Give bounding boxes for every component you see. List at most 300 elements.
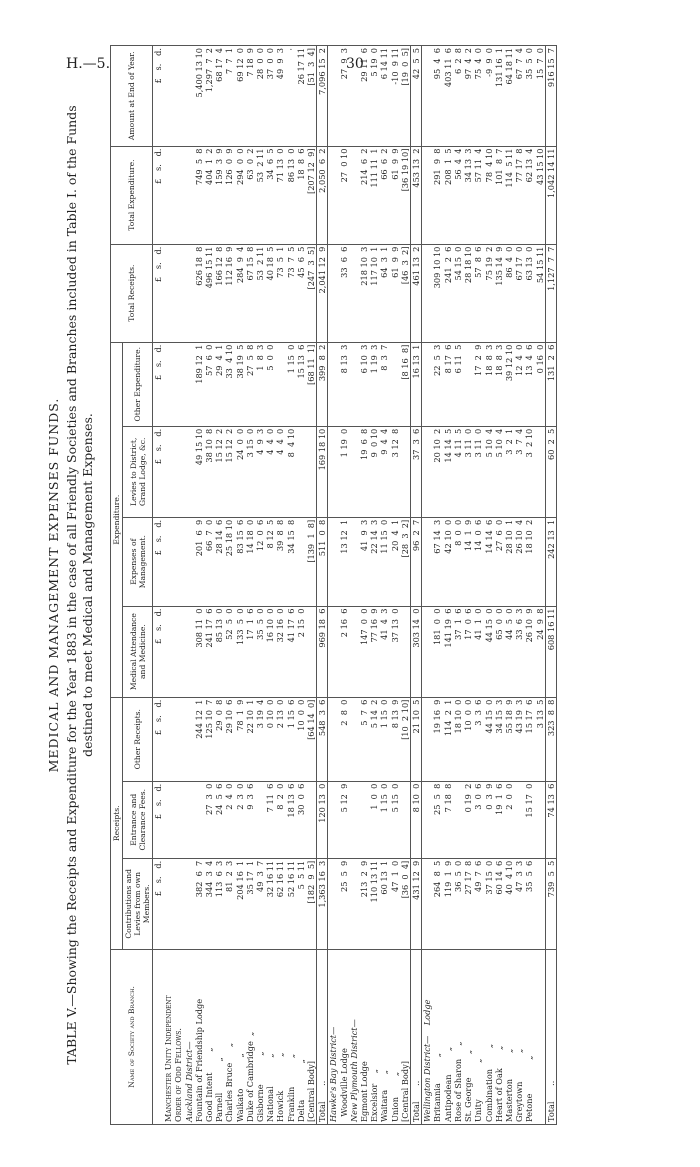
cell-a: -10 9 11 <box>390 46 400 147</box>
cell-a <box>163 46 173 147</box>
cell-te <box>328 146 339 244</box>
cell-o: 78 1 9 <box>235 697 245 781</box>
cell-g: 12 0 6 <box>255 517 265 606</box>
cell-x: 29 4 1 <box>214 342 224 426</box>
cell-o: 548 3 6 <box>317 697 328 781</box>
cell-a: 28 0 0 <box>255 46 265 147</box>
cell-tr <box>328 244 339 342</box>
cell-x <box>349 342 359 426</box>
section-row <box>422 46 433 1125</box>
cell-tr: 284 9 4 <box>235 244 245 342</box>
cell-x: 33 4 10 <box>224 342 234 426</box>
cell-l: 4 4 0 <box>265 426 275 517</box>
cell-o: 19 16 9 <box>432 697 442 781</box>
row-name: Waikato „ <box>235 949 245 1124</box>
cell-x: 1 8 3 <box>255 342 265 426</box>
cell-c: 27 17 8 <box>463 858 473 949</box>
cell-c: 47 3 3 <box>514 858 524 949</box>
cell-x: 18 8 3 <box>484 342 494 426</box>
cell-l: 3 11 0 <box>473 426 483 517</box>
cell-a <box>328 46 339 147</box>
cell-te: 56 4 4 <box>453 146 463 244</box>
row-name: [Central Body] <box>400 949 411 1124</box>
cell-x: 189 12 1 <box>194 342 204 426</box>
cell-x <box>275 342 285 426</box>
row-name: Egmont Lodge <box>359 949 369 1124</box>
cell-m: 44 5 0 <box>504 606 514 697</box>
cell-c: 264 8 5 <box>432 858 442 949</box>
cell-l: 4 4 0 <box>275 426 285 517</box>
units-cell: £ s. d. <box>153 146 164 244</box>
cell-g: 34 15 8 <box>286 517 296 606</box>
cell-e: 5 12 9 <box>339 781 349 858</box>
row-name: Combination „ <box>484 949 494 1124</box>
cell-e <box>359 781 369 858</box>
cell-te: [207 12 9] <box>306 146 317 244</box>
table-row <box>535 46 546 1125</box>
cell-c: 113 6 3 <box>214 858 224 949</box>
cell-g: 28 10 1 <box>504 517 514 606</box>
table-row <box>504 46 514 1125</box>
cell-e: 2 0 0 <box>504 781 514 858</box>
cell-o <box>422 697 433 781</box>
cell-c <box>328 858 339 949</box>
cell-o: 1 15 6 <box>286 697 296 781</box>
cell-e: 5 15 0 <box>390 781 400 858</box>
cell-c: [182 9 5] <box>306 858 317 949</box>
row-name: Manchester Unity Independent <box>163 949 173 1124</box>
table-row <box>296 46 306 1125</box>
col-total-expenditure: Total Expenditure. <box>111 146 153 244</box>
cell-o: 3 3 6 <box>473 697 483 781</box>
cell-te: 101 8 7 <box>494 146 504 244</box>
cell-tr: 461 13 2 <box>411 244 422 342</box>
table-row <box>286 46 296 1125</box>
row-name: Heart of Oak „ <box>494 949 504 1124</box>
cell-x: 0 16 0 <box>535 342 546 426</box>
cell-tr: 54 15 0 <box>453 244 463 342</box>
section-row <box>328 46 339 1125</box>
cell-m <box>306 606 317 697</box>
units-blank <box>153 949 164 1124</box>
cell-l: 15 12 2 <box>214 426 224 517</box>
cell-a: 6 2 8 <box>453 46 463 147</box>
cell-g: [139 1 8] <box>306 517 317 606</box>
cell-g: 511 0 8 <box>317 517 328 606</box>
cell-l: 38 10 8 <box>204 426 214 517</box>
cell-e <box>328 781 339 858</box>
cell-x: 39 12 10 <box>504 342 514 426</box>
cell-e: 27 3 0 <box>204 781 214 858</box>
cell-a: [51 3 4] <box>306 46 317 147</box>
cell-c: 1,363 16 3 <box>317 858 328 949</box>
cell-e: 74 13 6 <box>545 781 556 858</box>
cell-m: 17 0 6 <box>463 606 473 697</box>
cell-o: [10 2 10] <box>400 697 411 781</box>
units-cell: £ s. d. <box>153 426 164 517</box>
cell-g: 13 12 1 <box>339 517 349 606</box>
cell-tr <box>422 244 433 342</box>
cell-x: 27 5 8 <box>245 342 255 426</box>
row-name: Antipodean „ <box>443 949 453 1124</box>
cell-c: 213 2 9 <box>359 858 369 949</box>
cell-m: 24 9 8 <box>535 606 546 697</box>
cell-c: 739 5 5 <box>545 858 556 949</box>
cell-g: 28 14 6 <box>214 517 224 606</box>
cell-l: 37 3 6 <box>411 426 422 517</box>
total-row <box>411 46 422 1125</box>
cell-m: 241 17 6 <box>204 606 214 697</box>
cell-g: 14 0 6 <box>473 517 483 606</box>
cell-te <box>422 146 433 244</box>
cell-g <box>296 517 306 606</box>
cell-m <box>349 606 359 697</box>
cell-te: 63 0 2 <box>245 146 255 244</box>
cell-te: 1,042 14 11 <box>545 146 556 244</box>
cell-l: 169 18 10 <box>317 426 328 517</box>
cell-te: 404 1 2 <box>204 146 214 244</box>
section-row <box>163 46 173 1125</box>
cell-o: 2 8 0 <box>339 697 349 781</box>
total-row <box>545 46 556 1125</box>
cell-tr: 135 14 9 <box>494 244 504 342</box>
cell-o <box>328 697 339 781</box>
cell-x: 57 6 0 <box>204 342 214 426</box>
cell-g <box>163 517 173 606</box>
cell-l <box>163 426 173 517</box>
cell-x: [8 16 8] <box>400 342 411 426</box>
cell-tr: 166 12 8 <box>214 244 224 342</box>
cell-l: 60 2 5 <box>545 426 556 517</box>
cell-g <box>173 517 183 606</box>
funds-table <box>110 45 557 1125</box>
cell-o: 8 13 9 <box>390 697 400 781</box>
cell-tr: 496 15 11 <box>204 244 214 342</box>
cell-e <box>514 781 524 858</box>
cell-l: 4 11 5 <box>453 426 463 517</box>
cell-te: 43 15 10 <box>535 146 546 244</box>
cell-l: 3 11 0 <box>463 426 473 517</box>
cell-l: 4 9 3 <box>255 426 265 517</box>
cell-l: 8 4 10 <box>286 426 296 517</box>
cell-l: 9 4 4 <box>379 426 389 517</box>
cell-c: 431 12 9 <box>411 858 422 949</box>
cell-l: 19 6 8 <box>359 426 369 517</box>
cell-l <box>306 426 317 517</box>
cell-o: 10 0 0 <box>296 697 306 781</box>
cell-te <box>173 146 183 244</box>
cell-e: 19 1 6 <box>494 781 504 858</box>
row-name: Franklin „ <box>286 949 296 1124</box>
cell-l <box>184 426 194 517</box>
cell-te: 214 6 2 <box>359 146 369 244</box>
table-row <box>443 46 453 1125</box>
cell-e: 8 2 0 <box>275 781 285 858</box>
cell-o: 22 10 1 <box>245 697 255 781</box>
cell-a: 67 7 4 <box>514 46 524 147</box>
cell-tr: 309 10 10 <box>432 244 442 342</box>
cell-e: 0 3 9 <box>484 781 494 858</box>
cell-g: 242 13 1 <box>545 517 556 606</box>
cell-m <box>328 606 339 697</box>
cell-g: 14 14 6 <box>484 517 494 606</box>
row-name: Total .. <box>411 949 422 1124</box>
cell-o: 18 10 0 <box>453 697 463 781</box>
cell-a: 7,096 15 2 <box>317 46 328 147</box>
cell-e: 1 0 0 <box>369 781 379 858</box>
cell-c <box>535 858 546 949</box>
cell-g <box>535 517 546 606</box>
cell-x: 8 17 6 <box>443 342 453 426</box>
col-management: Expenses of Management. <box>123 517 153 606</box>
cell-o: 15 17 6 <box>524 697 534 781</box>
cell-m: 35 5 0 <box>255 606 265 697</box>
cell-tr: 73 5 1 <box>275 244 285 342</box>
col-amount-end-year: Amount at End of Year. <box>111 46 153 147</box>
cell-tr <box>173 244 183 342</box>
units-cell: £ s. d. <box>153 244 164 342</box>
cell-e: 15 17 0 <box>524 781 534 858</box>
cell-c: 60 13 1 <box>379 858 389 949</box>
cell-a: 6 14 11 <box>379 46 389 147</box>
cell-g: 27 6 0 <box>494 517 504 606</box>
cell-o <box>163 697 173 781</box>
cell-a: 29 11 6 <box>359 46 369 147</box>
cell-l: 24 0 0 <box>235 426 245 517</box>
cell-te: 27 0 10 <box>339 146 349 244</box>
row-name: National „ <box>265 949 275 1124</box>
cell-e: 2 4 0 <box>224 781 234 858</box>
cell-te: 453 13 2 <box>411 146 422 244</box>
cell-e: 24 5 6 <box>214 781 224 858</box>
col-entrance-fees: Entrance and Clearance Fees. <box>123 781 153 858</box>
cell-e <box>184 781 194 858</box>
cell-c: 344 3 4 <box>204 858 214 949</box>
row-name: Total .. <box>317 949 328 1124</box>
cell-a: 64 18 11 <box>504 46 514 147</box>
row-name: Gisborne „ <box>255 949 265 1124</box>
units-cell: £ s. d. <box>153 697 164 781</box>
cell-m: 147 0 0 <box>359 606 369 697</box>
cell-tr: 73 7 5 <box>286 244 296 342</box>
cell-te: [36 19 10] <box>400 146 411 244</box>
row-name: Fountain of Friendship Lodge <box>194 949 204 1124</box>
row-name: Order of Odd Fellows. <box>173 949 183 1124</box>
cell-te: 114 5 11 <box>504 146 514 244</box>
cell-c: 47 1 0 <box>390 858 400 949</box>
table-title: MEDICAL AND MANAGEMENT EXPENSES FUNDS. <box>46 397 61 773</box>
cell-te: 61 9 9 <box>390 146 400 244</box>
cell-a: 35 5 0 <box>524 46 534 147</box>
cell-a: 7 18 9 <box>245 46 255 147</box>
row-name: [Central Body] <box>306 949 317 1124</box>
cell-l <box>349 426 359 517</box>
row-name: Total .. <box>545 949 556 1124</box>
cell-o: 43 19 3 <box>514 697 524 781</box>
cell-m: 32 16 0 <box>275 606 285 697</box>
cell-x: 131 2 6 <box>545 342 556 426</box>
row-name: Petone „ <box>524 949 534 1124</box>
cell-x: 5 0 0 <box>265 342 275 426</box>
cell-a: 26 17 11 <box>296 46 306 147</box>
cell-tr: 61 9 9 <box>390 244 400 342</box>
cell-m: 44 15 0 <box>484 606 494 697</box>
cell-te: 208 1 5 <box>443 146 453 244</box>
col-levies: Levies to District, Grand Lodge, &c. <box>123 426 153 517</box>
cell-tr: 1,127 7 7 <box>545 244 556 342</box>
cell-a: 95 4 6 <box>432 46 442 147</box>
cell-e: 9 3 6 <box>245 781 255 858</box>
cell-g <box>184 517 194 606</box>
cell-c: 110 13 11 <box>369 858 379 949</box>
cell-te: 126 0 9 <box>224 146 234 244</box>
cell-c: 37 15 0 <box>484 858 494 949</box>
cell-c: 62 16 11 <box>275 858 285 949</box>
cell-a: 916 15 7 <box>545 46 556 147</box>
cell-m: 308 11 0 <box>194 606 204 697</box>
cell-e: 30 0 6 <box>296 781 306 858</box>
cell-g: 14 1 9 <box>463 517 473 606</box>
cell-x: 6 10 3 <box>359 342 369 426</box>
row-name: Duke of Cambridge „ <box>245 949 255 1124</box>
cell-m: 41 17 6 <box>286 606 296 697</box>
cell-a <box>422 46 433 147</box>
cell-tr: 2,041 12 9 <box>317 244 328 342</box>
cell-g: 18 10 2 <box>524 517 534 606</box>
col-medical: Medical Attendance and Medicine. <box>123 606 153 697</box>
cell-o: 29 10 6 <box>224 697 234 781</box>
row-name: Howick „ <box>275 949 285 1124</box>
table-row <box>453 46 463 1125</box>
table-row <box>524 46 534 1125</box>
cell-g: 8 0 0 <box>453 517 463 606</box>
cell-m: 41 4 3 <box>379 606 389 697</box>
cell-e <box>173 781 183 858</box>
table-row <box>494 46 504 1125</box>
cell-l: 15 12 2 <box>224 426 234 517</box>
table-row <box>255 46 265 1125</box>
cell-g <box>422 517 433 606</box>
cell-a: 97 4 2 <box>463 46 473 147</box>
cell-a: 69 12 0 <box>235 46 245 147</box>
cell-te: 159 3 9 <box>214 146 224 244</box>
cell-l <box>400 426 411 517</box>
cell-tr: 28 18 10 <box>463 244 473 342</box>
cell-g: 96 2 7 <box>411 517 422 606</box>
cell-m: 33 6 3 <box>514 606 524 697</box>
cell-c: 52 16 11 <box>286 858 296 949</box>
cell-l: 20 10 2 <box>432 426 442 517</box>
cell-e: 0 19 2 <box>463 781 473 858</box>
table-row <box>514 46 524 1125</box>
cell-m: 969 18 6 <box>317 606 328 697</box>
cell-x <box>184 342 194 426</box>
cell-c: 60 14 6 <box>494 858 504 949</box>
row-name: Rose of Sharon „ <box>453 949 463 1124</box>
cell-l: 3 2 1 <box>504 426 514 517</box>
cell-e: 25 5 8 <box>432 781 442 858</box>
cell-o: 55 18 9 <box>504 697 514 781</box>
cell-te: 749 5 8 <box>194 146 204 244</box>
cell-a: [19 0 5] <box>400 46 411 147</box>
cell-c <box>163 858 173 949</box>
cell-x <box>328 342 339 426</box>
cell-c: 40 4 10 <box>504 858 514 949</box>
table-row <box>235 46 245 1125</box>
table-row <box>379 46 389 1125</box>
cell-tr: 53 2 11 <box>255 244 265 342</box>
cell-o: 244 12 1 <box>194 697 204 781</box>
cell-e <box>422 781 433 858</box>
cell-a: 49 9 3 <box>275 46 285 147</box>
cell-a: -9 9 0 <box>484 46 494 147</box>
cell-g: 41 9 3 <box>359 517 369 606</box>
cell-a <box>184 46 194 147</box>
cell-l: 3 7 4 <box>514 426 524 517</box>
cell-o: 114 2 1 <box>443 697 453 781</box>
cell-a: 75 4 0 <box>473 46 483 147</box>
cell-m: 26 10 9 <box>524 606 534 697</box>
row-name: Union „ <box>390 949 400 1124</box>
cell-c: 81 2 3 <box>224 858 234 949</box>
units-row <box>153 46 164 1125</box>
cell-a: 5,400 13 10 <box>194 46 204 147</box>
cell-a: 5 19 0 <box>369 46 379 147</box>
cell-l <box>535 426 546 517</box>
cell-m <box>173 606 183 697</box>
cell-l: 5 10 4 <box>484 426 494 517</box>
cell-o: 29 0 8 <box>214 697 224 781</box>
cell-g: 201 6 9 <box>194 517 204 606</box>
cell-x: 18 8 3 <box>494 342 504 426</box>
col-other-receipts: Other Receipts. <box>123 697 153 781</box>
cell-l <box>173 426 183 517</box>
cell-g: 22 14 3 <box>369 517 379 606</box>
cell-x: 16 13 1 <box>411 342 422 426</box>
cell-x: 399 8 2 <box>317 342 328 426</box>
table-row <box>275 46 285 1125</box>
cell-l <box>328 426 339 517</box>
cell-a: 68 17 4 <box>214 46 224 147</box>
cell-o: 0 10 0 <box>265 697 275 781</box>
cell-c: 119 1 9 <box>443 858 453 949</box>
cell-x <box>163 342 173 426</box>
table-row <box>484 46 494 1125</box>
cell-tr: [46 3 2] <box>400 244 411 342</box>
row-name: Waitara „ <box>379 949 389 1124</box>
cell-g: 20 4 1 <box>390 517 400 606</box>
cell-m: 41 1 0 <box>473 606 483 697</box>
cell-tr: 241 2 6 <box>443 244 453 342</box>
cell-g: 25 18 10 <box>224 517 234 606</box>
units-cell: £ s. d. <box>153 46 164 147</box>
row-name: Excelsior „ <box>369 949 379 1124</box>
cell-o: 1 15 0 <box>379 697 389 781</box>
cell-o: 3 13 5 <box>535 697 546 781</box>
cell-g <box>328 517 339 606</box>
cell-a: 42 5 5 <box>411 46 422 147</box>
cell-g: 83 15 6 <box>235 517 245 606</box>
cell-m: 16 10 0 <box>265 606 275 697</box>
cell-te: 62 13 4 <box>524 146 534 244</box>
cell-a <box>349 46 359 147</box>
cell-e <box>255 781 265 858</box>
row-name: Britannia „ <box>432 949 442 1124</box>
units-cell: £ s. d. <box>153 781 164 858</box>
cell-o: 34 15 3 <box>494 697 504 781</box>
row-name: New Plymouth District— <box>349 949 359 1124</box>
cell-o: 44 15 0 <box>484 697 494 781</box>
